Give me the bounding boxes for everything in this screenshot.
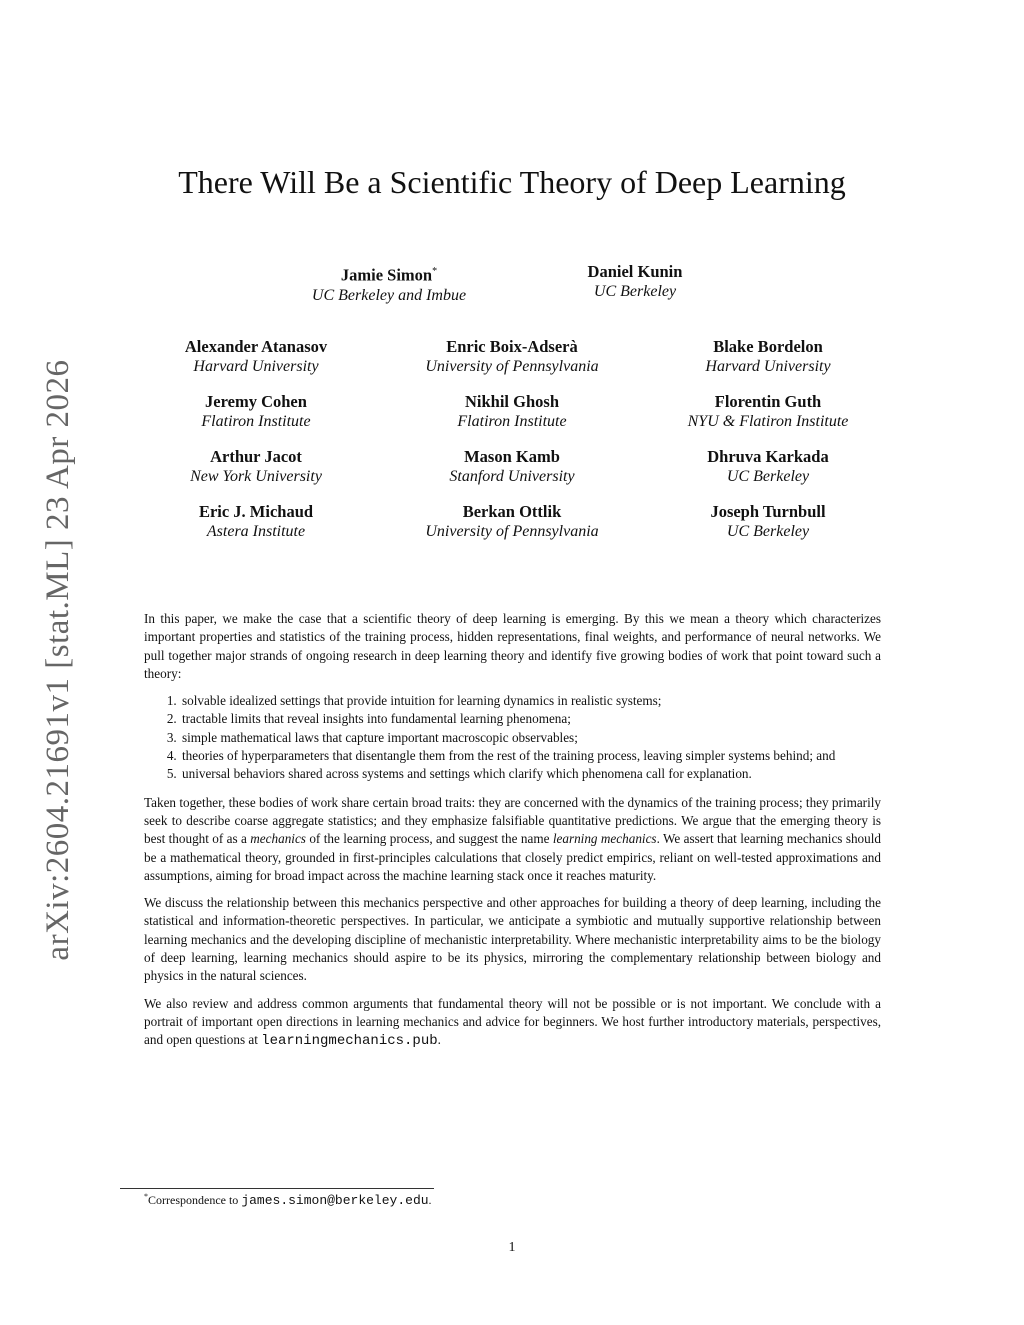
author-block — [286, 262, 492, 306]
list-item: 1. solvable idealized settings that provide intuition for learning dynamics in realistic systems; — [180, 692, 881, 710]
author-name: Eric J. Michaud — [198, 502, 314, 521]
author-affiliation: Astera Institute — [206, 523, 306, 540]
footnote-rule — [120, 1188, 434, 1189]
list-item: 2. tractable limits that reveal insights into fundamental learning phenomena; — [180, 710, 881, 728]
author-affiliation: NYU & Flatiron Institute — [687, 413, 849, 430]
abstract-paragraph: We also review and address common arguments that fundamental theory will not be possible or is not important. We conclude with a portrait of important open directions in learning mechanics and advice for beginners. We host further introductory materials, perspectives, and open questions at learningmechanics.pub. — [144, 995, 881, 1050]
author-block — [392, 502, 632, 542]
abstract-paragraph: Taken together, these bodies of work share certain broad traits: they are concerned with the dynamics of the training process; they primarily seek to describe coarse aggregate statistics; and they emphasize falsifiable quantitative predictions. We argue that the emerging theory is best thought of as a mechanics of the learning process, and suggest the name learning mechanics. We assert that learning mechanics should be a mathematical theory, grounded in first-principles calculations that closely predict empirics, reliant on well-tested approximations and assumptions, aiming for broad impact across the machine learning stack once it reaches maturity. — [144, 794, 881, 883]
emphasis-learning-mechanics: learning mechanics — [552, 831, 657, 847]
emphasis-mechanics: mechanics — [250, 831, 306, 847]
author-name: Arthur Jacot — [210, 447, 302, 466]
author-affiliation: Harvard University — [705, 358, 831, 375]
website-link[interactable]: learningmechanics.pub — [261, 1033, 438, 1050]
list-item: 4. theories of hyperparameters that disentangle them from the rest of the training process, leaving simpler systems behind; and — [180, 747, 881, 765]
list-item: 5. universal behaviors shared across systems and settings which clarify which phenomena call for explanation. — [180, 765, 881, 783]
author-affiliation: Flatiron Institute — [457, 413, 567, 430]
author-affiliation: Harvard University — [193, 358, 319, 375]
author-block — [392, 337, 632, 377]
author-name: Alexander Atanasov — [184, 337, 328, 356]
author-block — [648, 392, 888, 432]
author-affiliation: Stanford University — [449, 468, 575, 485]
author-block — [392, 392, 632, 432]
author-name: Nikhil Ghosh — [464, 392, 559, 411]
author-block — [532, 262, 738, 302]
author-block — [392, 447, 632, 487]
author-affiliation: UC Berkeley — [726, 468, 810, 485]
author-name: Jamie Simon* — [340, 265, 438, 285]
footnote-marker: * — [144, 1192, 148, 1201]
author-name: Enric Boix-Adserà — [446, 337, 578, 356]
abstract-paragraph: In this paper, we make the case that a scientific theory of deep learning is emerging. By this we mean a theory which characterizes important properties and statistics of the training process, hidden representations, final weights, and performance of neural networks. We pull together major strands of ongoing research in deep learning theory and identify five growing bodies of work that point toward such a theory: — [144, 611, 881, 681]
author-name: Florentin Guth — [714, 392, 822, 411]
author-affiliation: UC Berkeley — [726, 523, 810, 540]
abstract — [144, 610, 881, 1060]
author-affiliation: Flatiron Institute — [201, 413, 311, 430]
author-name: Blake Bordelon — [713, 337, 823, 356]
author-name: Daniel Kunin — [587, 262, 683, 281]
page-number: 1 — [508, 1240, 516, 1255]
author-name: Dhruva Karkada — [707, 447, 829, 466]
abstract-paragraph: We discuss the relationship between this mechanics perspective and other approaches for building a theory of deep learning, including the statistical and information-theoretic perspectives. In particular, we anticipate a symbiotic and mutually supportive relationship between learning mechanics and the developing discipline of mechanistic interpretability. Where mechanistic interpretability aims to be the biology of deep learning, learning mechanics should aspire to be its physics, mirroring the complementary relationship between biology and physics in the natural sciences. — [144, 895, 881, 984]
author-block — [648, 337, 888, 377]
author-block — [648, 447, 888, 487]
author-affiliation: UC Berkeley — [593, 283, 677, 300]
author-affiliation: New York University — [190, 468, 322, 485]
author-block — [136, 337, 376, 377]
author-name: Joseph Turnbull — [710, 502, 826, 521]
author-affiliation: University of Pennsylvania — [425, 358, 599, 375]
author-name: Berkan Ottlik — [462, 502, 562, 521]
list-item: 3. simple mathematical laws that capture important macroscopic observables; — [180, 729, 881, 747]
author-name: Mason Kamb — [464, 447, 560, 466]
author-name: Jeremy Cohen — [205, 392, 307, 411]
author-block — [136, 502, 376, 542]
research-strands-list — [144, 692, 881, 783]
author-affiliation: UC Berkeley and Imbue — [311, 286, 467, 304]
footnote: *Correspondence to james.simon@berkeley.edu. — [144, 1192, 432, 1208]
author-block — [136, 392, 376, 432]
paper-title: There Will Be a Scientific Theory of Deep Learning — [178, 164, 846, 200]
author-block — [648, 502, 888, 542]
author-affiliation: University of Pennsylvania — [425, 523, 599, 540]
author-block — [136, 447, 376, 487]
arxiv-identifier-stamp: arXiv:2604.21691v1 [stat.ML] 23 Apr 2026 — [40, 359, 76, 961]
footnote-marker: * — [432, 266, 438, 277]
correspondence-email[interactable]: james.simon@berkeley.edu — [241, 1193, 429, 1208]
